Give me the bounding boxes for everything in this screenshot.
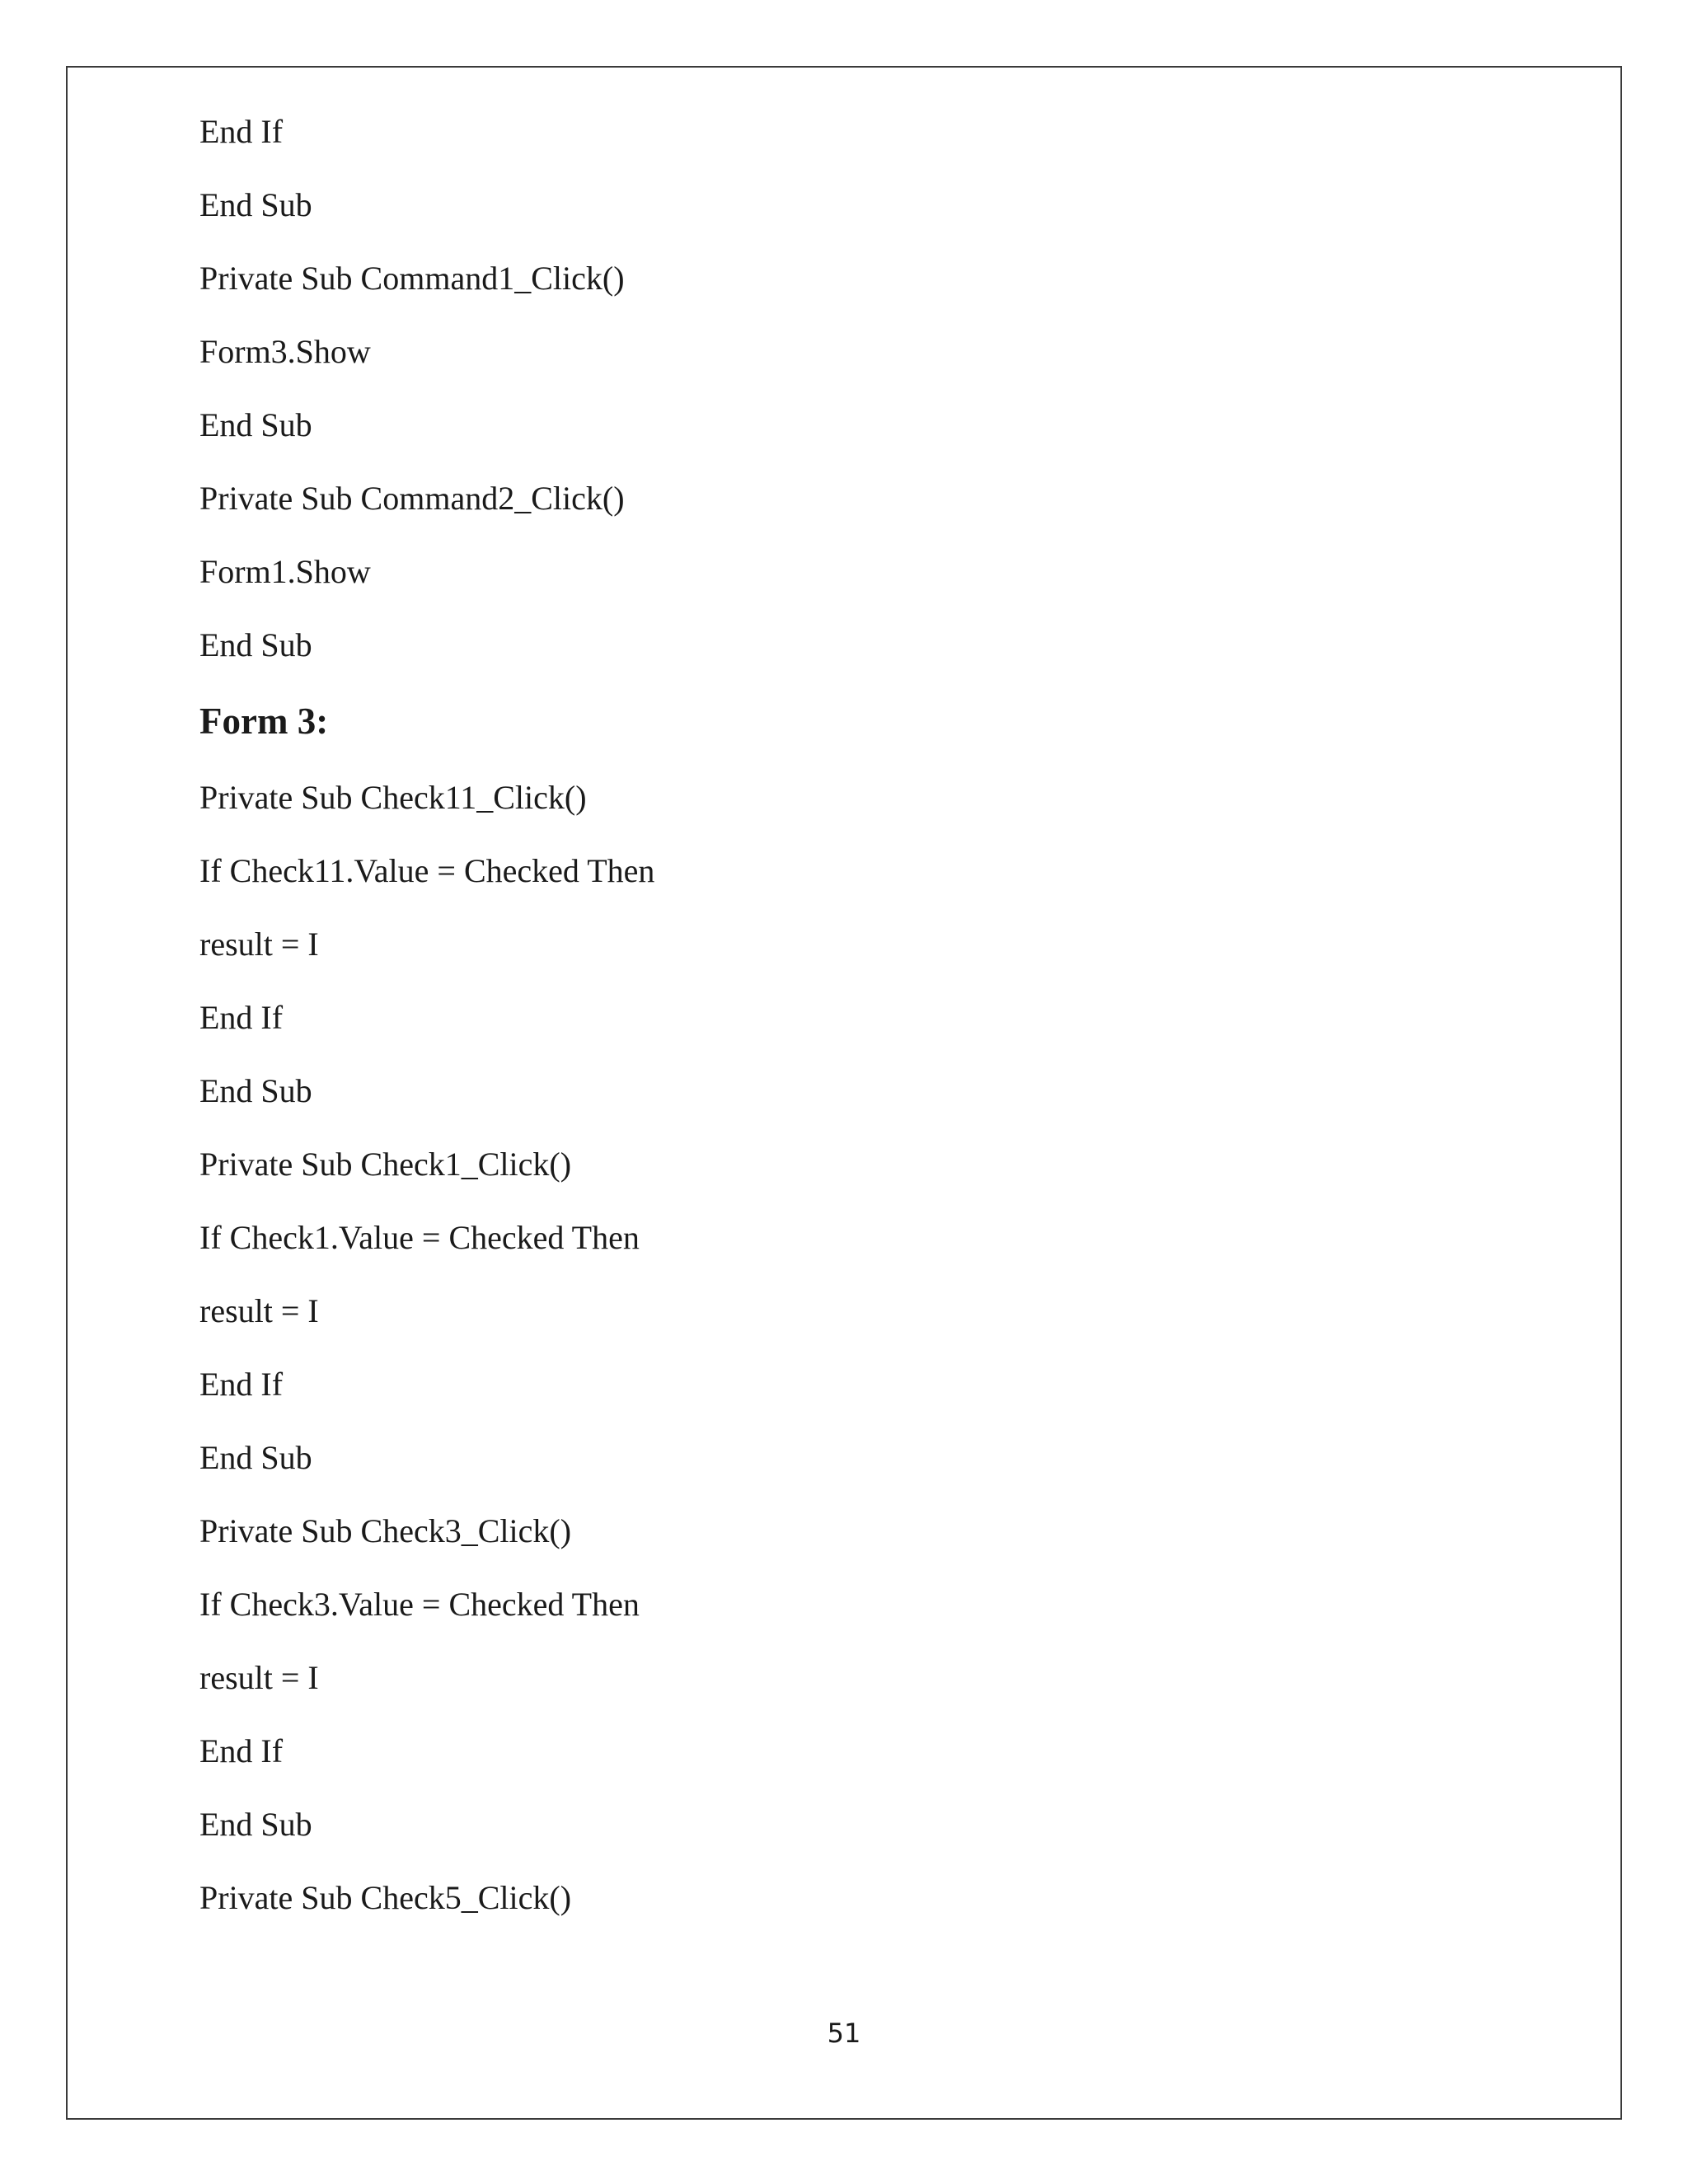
code-line: If Check3.Value = Checked Then [199, 1586, 640, 1623]
code-line: End Sub [199, 626, 312, 663]
code-line: End Sub [199, 1072, 312, 1109]
code-line: End Sub [199, 1806, 312, 1843]
code-line: Private Sub Command1_Click() [199, 260, 625, 297]
code-line: End If [199, 113, 284, 150]
code-line: Private Sub Check5_Click() [199, 1879, 572, 1916]
code-line: Private Sub Check1_Click() [199, 1146, 572, 1183]
code-line: If Check1.Value = Checked Then [199, 1219, 640, 1256]
code-line: result = I [199, 1292, 319, 1329]
code-line: End Sub [199, 406, 312, 443]
code-line: Form3.Show [199, 333, 371, 370]
section-heading: Form 3: [199, 701, 329, 742]
code-line: If Check11.Value = Checked Then [199, 852, 655, 889]
code-line: End If [199, 1732, 284, 1769]
code-line: Private Sub Check3_Click() [199, 1512, 572, 1549]
code-listing [199, 114, 1518, 1953]
code-line: Private Sub Command2_Click() [199, 480, 625, 517]
code-line: End Sub [199, 186, 312, 223]
code-line: End If [199, 1366, 284, 1403]
code-line: End If [199, 999, 284, 1036]
page-number: 51 [827, 2018, 861, 2049]
code-line: result = I [199, 926, 319, 963]
code-line: Form1.Show [199, 553, 371, 590]
code-line: result = I [199, 1659, 319, 1696]
code-line: End Sub [199, 1439, 312, 1476]
code-line: Private Sub Check11_Click() [199, 779, 587, 816]
